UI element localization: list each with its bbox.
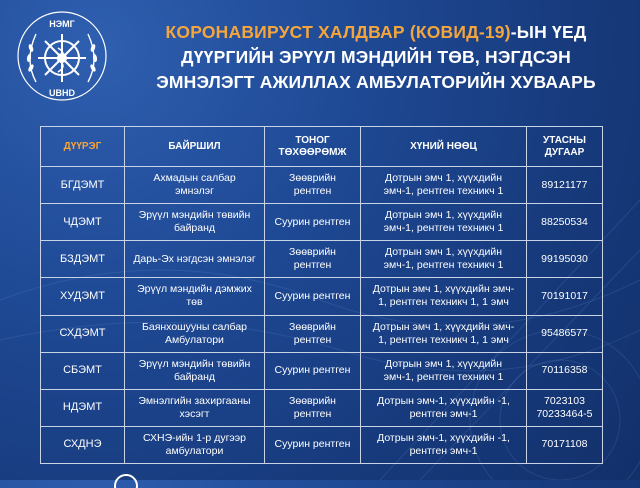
title-line-3: ЭМНЭЛЭГТ АЖИЛЛАХ АМБУЛАТОРИЙН ХУВААРЬ <box>156 72 596 92</box>
cell-district-line-1: БГДЭМТ <box>60 178 105 191</box>
cell-location <box>125 352 265 389</box>
cell-phone-line-1: 70191017 <box>541 289 588 302</box>
cell-equipment-line-1: Зөөврийн <box>289 394 336 407</box>
cell-equipment <box>265 352 361 389</box>
cell-equipment-line-1: Суурин рентген <box>274 289 351 302</box>
cell-location <box>125 241 265 278</box>
cell-location-line-2: байранд <box>173 370 216 383</box>
cell-equipment <box>265 389 361 426</box>
cell-staff <box>361 352 527 389</box>
cell-district-line-1: НДЭМТ <box>62 401 103 414</box>
header-equipment-line-2: ТӨХӨӨРӨМЖ <box>278 146 347 158</box>
cell-location-line-1: Дарь-Эх нэгдсэн эмнэлэг <box>133 252 256 265</box>
cell-district <box>41 241 125 278</box>
schedule-table <box>40 126 603 464</box>
table-row <box>41 352 603 389</box>
cell-phone <box>527 352 603 389</box>
logo-top-text: НЭМГ <box>49 19 75 29</box>
table-row <box>41 315 603 352</box>
cell-phone-line-1: 95486577 <box>541 327 588 340</box>
cell-staff-line-1: Дотрын эмч-1, хүүхдийн -1, <box>377 431 510 444</box>
cell-phone <box>527 167 603 204</box>
header-district: ДҮҮРЭГ <box>41 127 125 167</box>
cell-location-line-1: Эрүүл мэндийн төвийн <box>138 209 251 222</box>
cell-staff-line-2: рентген эмч-1 <box>409 407 478 420</box>
table-row <box>41 204 603 241</box>
cell-district <box>41 352 125 389</box>
cell-equipment-line-1: Суурин рентген <box>274 215 351 228</box>
title-line-2: ДҮҮРГИЙН ЭРҮҮЛ МЭНДИЙН ТӨВ, НЭГДСЭН <box>181 47 571 67</box>
cell-staff-line-1: Дотрын эмч 1, хүүхдийн <box>384 209 503 222</box>
logo-bottom-text: UBHD <box>49 88 75 98</box>
cell-location <box>125 389 265 426</box>
header-phone-line-1: УТАСНЫ <box>543 134 586 146</box>
cell-phone <box>527 389 603 426</box>
cell-staff-line-2: эмч-1, рентген техникч 1 <box>383 370 504 383</box>
header-equipment <box>265 127 361 167</box>
decorative-circle-icon <box>112 472 140 488</box>
title-accent: КОРОНАВИРУСТ ХАЛДВАР (КОВИД-19) <box>165 22 511 42</box>
cell-location-line-1: СХНЭ-ийн 1-р дугээр <box>143 431 246 444</box>
page-title <box>120 20 632 95</box>
title-line-1 <box>120 20 632 45</box>
cell-equipment <box>265 315 361 352</box>
table-row <box>41 389 603 426</box>
table-header-row <box>41 127 603 167</box>
cell-equipment-line-2: рентген <box>293 185 332 198</box>
cell-phone <box>527 278 603 315</box>
cell-phone-line-1: 99195030 <box>541 252 588 265</box>
cell-phone-line-1: 7023103 <box>544 394 585 407</box>
cell-location <box>125 278 265 315</box>
cell-district <box>41 426 125 463</box>
cell-location-line-2: төв <box>186 296 203 309</box>
header-staff: ХҮНИЙ НӨӨЦ <box>361 127 527 167</box>
cell-district-line-1: БЗДЭМТ <box>60 252 105 265</box>
cell-staff-line-1: Дотрын эмч 1, хүүхдийн <box>384 357 503 370</box>
cell-equipment <box>265 426 361 463</box>
header-equipment-line-1: ТОНОГ <box>295 134 330 146</box>
cell-staff-line-1: Дотрын эмч 1, хүүхдийн <box>384 246 503 259</box>
cell-staff-line-2: эмч-1, рентген техникч 1 <box>383 222 504 235</box>
cell-phone <box>527 204 603 241</box>
cell-equipment-line-2: рентген <box>293 259 332 272</box>
cell-equipment-line-1: Зөөврийн <box>289 172 336 185</box>
cell-staff <box>361 315 527 352</box>
cell-staff-line-1: Дотрын эмч 1, хүүхдийн эмч- <box>372 320 515 333</box>
cell-district-line-1: ХУДЭМТ <box>59 289 106 302</box>
cell-staff <box>361 426 527 463</box>
cell-district-line-1: СХДЭМТ <box>59 327 106 340</box>
cell-location-line-2: эмнэлэг <box>175 185 214 198</box>
cell-district-line-1: СБЭМТ <box>63 364 102 377</box>
cell-staff-line-2: эмч-1, рентген техникч 1 <box>383 259 504 272</box>
cell-equipment-line-2: рентген <box>293 333 332 346</box>
cell-phone-line-1: 70116358 <box>541 364 588 377</box>
cell-location-line-2: Амбулатори <box>165 333 224 346</box>
cell-phone <box>527 315 603 352</box>
table-body <box>41 167 603 464</box>
cell-staff <box>361 167 527 204</box>
cell-location <box>125 315 265 352</box>
cell-staff <box>361 278 527 315</box>
cell-equipment-line-1: Суурин рентген <box>274 364 351 377</box>
cell-district <box>41 204 125 241</box>
title-line-1-rest: -ЫН ҮЕД <box>510 22 587 42</box>
cell-equipment <box>265 167 361 204</box>
cell-location-line-2: амбулатори <box>165 444 224 457</box>
cell-district <box>41 315 125 352</box>
cell-location-line-2: хэсэгт <box>179 407 210 420</box>
cell-location-line-1: Эмнэлгийн захиргааны <box>138 394 251 407</box>
cell-location <box>125 167 265 204</box>
cell-phone <box>527 426 603 463</box>
header-phone-line-2: ДУГААР <box>544 146 585 158</box>
cell-staff-line-1: Дотрын эмч 1, хүүхдийн <box>384 172 503 185</box>
cell-staff-line-2: 1, рентген техникч 1, 1 эмч <box>378 333 509 346</box>
cell-phone-line-2: 70233464-5 <box>536 407 593 420</box>
schedule-table-container <box>40 126 602 464</box>
cell-staff-line-2: эмч-1, рентген техникч 1 <box>383 185 504 198</box>
cell-equipment-line-2: рентген <box>293 407 332 420</box>
cell-staff <box>361 389 527 426</box>
cell-district <box>41 278 125 315</box>
header-location: БАЙРШИЛ <box>125 127 265 167</box>
cell-equipment-line-1: Зөөврийн <box>289 246 336 259</box>
cell-location-line-2: байранд <box>173 222 216 235</box>
cell-staff-line-2: 1, рентген техникч 1, 1 эмч <box>378 296 509 309</box>
cell-district-line-1: СХДНЭ <box>63 438 102 451</box>
cell-equipment-line-1: Зөөврийн <box>289 320 336 333</box>
cell-staff-line-1: Дотрын эмч 1, хүүхдийн эмч- <box>372 283 515 296</box>
organization-logo <box>14 8 110 104</box>
cell-staff <box>361 204 527 241</box>
cell-location-line-1: Ахмадын салбар <box>153 172 236 185</box>
cell-location-line-1: Эрүүл мэндийн дэмжих <box>137 283 252 296</box>
header-phone <box>527 127 603 167</box>
cell-location <box>125 204 265 241</box>
cell-phone-line-1: 88250534 <box>541 215 588 228</box>
cell-staff-line-2: рентген эмч-1 <box>409 444 478 457</box>
cell-phone <box>527 241 603 278</box>
cell-equipment <box>265 278 361 315</box>
cell-equipment <box>265 204 361 241</box>
cell-staff-line-1: Дотрын эмч-1, хүүхдийн -1, <box>377 394 510 407</box>
cell-location-line-1: Баянхошууны салбар <box>141 320 248 333</box>
cell-location-line-1: Эрүүл мэндийн төвийн <box>138 357 251 370</box>
cell-district-line-1: ЧДЭМТ <box>63 215 102 228</box>
cell-district <box>41 389 125 426</box>
cell-equipment <box>265 241 361 278</box>
cell-phone-line-1: 70171108 <box>541 438 588 451</box>
cell-equipment-line-1: Суурин рентген <box>274 438 351 451</box>
cell-location <box>125 426 265 463</box>
cell-staff <box>361 241 527 278</box>
table-row <box>41 167 603 204</box>
table-row <box>41 426 603 463</box>
table-row <box>41 241 603 278</box>
table-row <box>41 278 603 315</box>
cell-district <box>41 167 125 204</box>
cell-phone-line-1: 89121177 <box>541 178 588 191</box>
